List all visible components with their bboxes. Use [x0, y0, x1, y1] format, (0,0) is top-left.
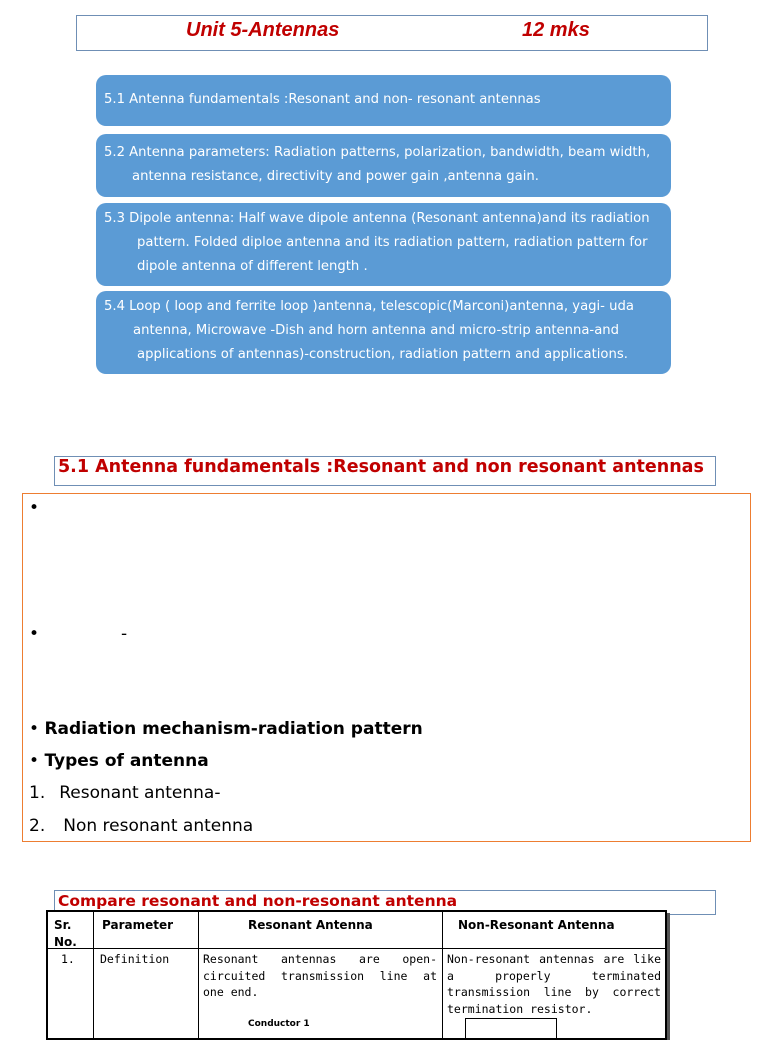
empty-bullet: •	[29, 624, 40, 644]
topic-box-5-2	[96, 134, 671, 197]
compare-title: Compare resonant and non-resonant antenna	[58, 892, 458, 910]
header-sr-no: Sr. No.	[54, 918, 77, 949]
diagram-label: Conductor 1	[248, 1019, 310, 1029]
header-non-resonant: Non-Resonant Antenna	[458, 918, 615, 932]
row-resonant: Resonant antennas are open-circuited transmission line at one end.	[203, 952, 437, 999]
unit-marks: 12 mks	[522, 19, 590, 41]
row-sr: 1.	[61, 952, 75, 966]
bullet-item: • Types of antenna	[29, 751, 209, 771]
bullet-item: • Radiation mechanism-radiation pattern	[29, 719, 423, 739]
topic-box-5-3	[96, 203, 671, 286]
diagram-fragment	[465, 1018, 557, 1039]
topic-line: antenna resistance, directivity and power gain ,antenna gain.	[132, 169, 539, 184]
header-resonant: Resonant Antenna	[248, 918, 373, 932]
row-non-resonant: Non-resonant antennas are like a properly terminated transmission line by correct termination resistor.	[447, 952, 661, 1016]
topic-line: applications of antennas)-construction, radiation pattern and applications.	[137, 347, 628, 362]
topic-line: dipole antenna of different length .	[137, 259, 368, 274]
dash-mark: -	[121, 624, 128, 644]
topic-box-5-4	[96, 291, 671, 374]
topic-box-5-1	[96, 75, 671, 126]
topic-line: antenna, Microwave -Dish and horn antenna and micro-strip antenna-and	[133, 323, 619, 338]
unit-title: Unit 5-Antennas	[186, 19, 340, 41]
comparison-table	[46, 910, 667, 1040]
header-parameter: Parameter	[102, 918, 174, 932]
topic-line: 5.3 Dipole antenna: Half wave dipole antenna (Resonant antenna)and its radiation	[104, 211, 650, 226]
row-parameter: Definition	[100, 952, 170, 966]
numbered-item: 1. Resonant antenna-	[29, 783, 221, 803]
topic-line: 5.4 Loop ( loop and ferrite loop )antenna, telescopic(Marconi)antenna, yagi- uda	[104, 299, 634, 314]
topic-line: 5.2 Antenna parameters: Radiation patterns, polarization, bandwidth, beam width,	[104, 145, 651, 160]
topic-line: pattern. Folded diploe antenna and its radiation pattern, radiation pattern for	[137, 235, 648, 250]
unit-title-box	[76, 15, 708, 51]
topic-line: 5.1 Antenna fundamentals :Resonant and non- resonant antennas	[104, 92, 541, 107]
numbered-item: 2. Non resonant antenna	[29, 816, 254, 836]
empty-bullet: •	[29, 498, 40, 518]
section-title: 5.1 Antenna fundamentals :Resonant and non resonant antennas	[58, 457, 704, 477]
